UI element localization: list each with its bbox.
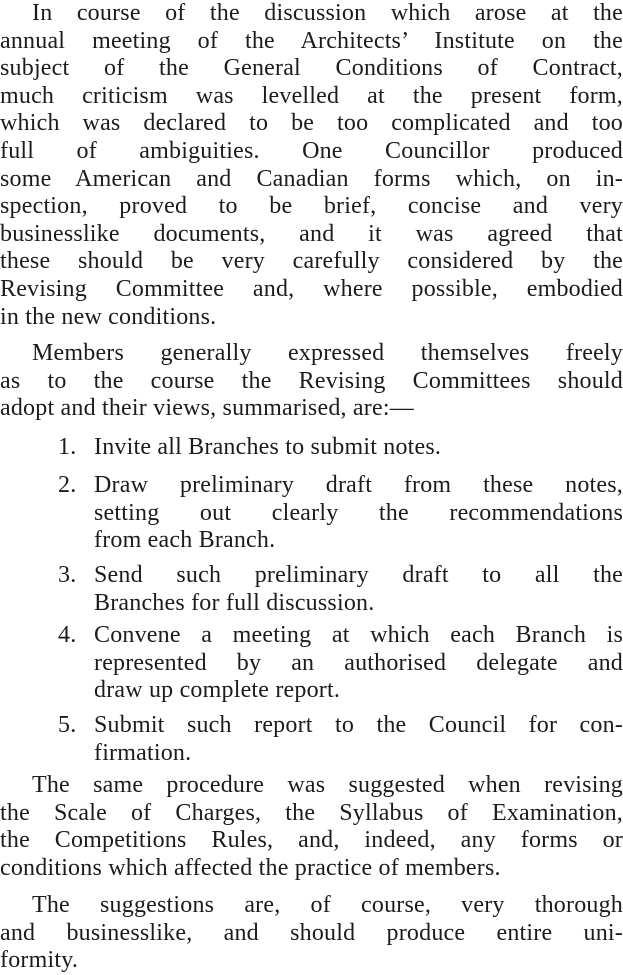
- text-line: firmation.: [94, 739, 192, 766]
- list-item-number: 5.: [58, 712, 77, 738]
- paragraph-same-procedure: [0, 772, 623, 882]
- text-line: represented by an authorised delegate and: [94, 649, 623, 676]
- list-item: [58, 712, 623, 767]
- list-item: [58, 472, 623, 555]
- text-line: Branches for full discussion.: [94, 589, 375, 616]
- list-item-text: [94, 712, 623, 767]
- text-line: Draw preliminary draft from these notes,: [94, 472, 623, 498]
- text-line: annual meeting of the Architects’ Institute on the: [0, 27, 623, 54]
- text-line: some American and Canadian forms which, on in-: [0, 165, 623, 192]
- text-line: which was declared to be too complicated and too: [0, 110, 623, 137]
- text-line: and businesslike, and should produce entire uni-: [0, 919, 623, 946]
- paragraph-members-views: [0, 340, 623, 423]
- list-item-number: 4.: [58, 622, 77, 648]
- text-line: draw up complete report.: [94, 677, 341, 704]
- list-item: [58, 562, 623, 617]
- text-line: as to the course the Revising Committees should: [0, 367, 623, 394]
- list-item: [58, 434, 623, 462]
- text-line: setting out clearly the recommendations: [94, 499, 623, 526]
- text-line: from each Branch.: [94, 527, 276, 554]
- list-item-text: [94, 562, 623, 617]
- text-line: spection, proved to be brief, concise and very: [0, 193, 623, 220]
- text-line: Send such preliminary draft to all the: [94, 562, 623, 588]
- paragraph-suggestions: [0, 892, 623, 975]
- list-item-text: [94, 434, 623, 462]
- text-line: The suggestions are, of course, very thorough: [32, 892, 623, 918]
- text-line: Convene a meeting at which each Branch is: [94, 622, 623, 648]
- text-line: much criticism was levelled at the present form,: [0, 82, 623, 109]
- list-item-number: 3.: [58, 562, 77, 588]
- list-item-text: [94, 622, 623, 705]
- text-line: businesslike documents, and it was agreed that: [0, 220, 623, 247]
- text-line: formity.: [0, 947, 79, 974]
- text-line: In course of the discussion which arose at the: [32, 0, 623, 26]
- text-line: The same procedure was suggested when revising: [32, 772, 623, 798]
- list-item-number: 2.: [58, 472, 77, 498]
- text-line: adopt and their views, summarised, are:—: [0, 395, 414, 422]
- list-item-number: 1.: [58, 434, 77, 460]
- paragraph-general-conditions: [0, 0, 623, 331]
- text-line: subject of the General Conditions of Contract,: [0, 55, 623, 82]
- text-line: these should be very carefully considered by the: [0, 248, 623, 275]
- text-line: the Scale of Charges, the Syllabus of Examination,: [0, 799, 623, 826]
- text-line: full of ambiguities. One Councillor produced: [0, 137, 623, 164]
- text-line: conditions which affected the practice of members.: [0, 854, 501, 881]
- text-line: Invite all Branches to submit notes.: [94, 434, 442, 460]
- text-line: in the new conditions.: [0, 303, 217, 330]
- text-line: Submit such report to the Council for con-: [94, 712, 623, 738]
- list-item-text: [94, 472, 623, 555]
- list-item: [58, 622, 623, 705]
- text-line: the Competitions Rules, and, indeed, any forms or: [0, 827, 623, 854]
- text-line: Members generally expressed themselves freely: [32, 340, 623, 366]
- text-line: Revising Committee and, where possible, embodied: [0, 275, 623, 302]
